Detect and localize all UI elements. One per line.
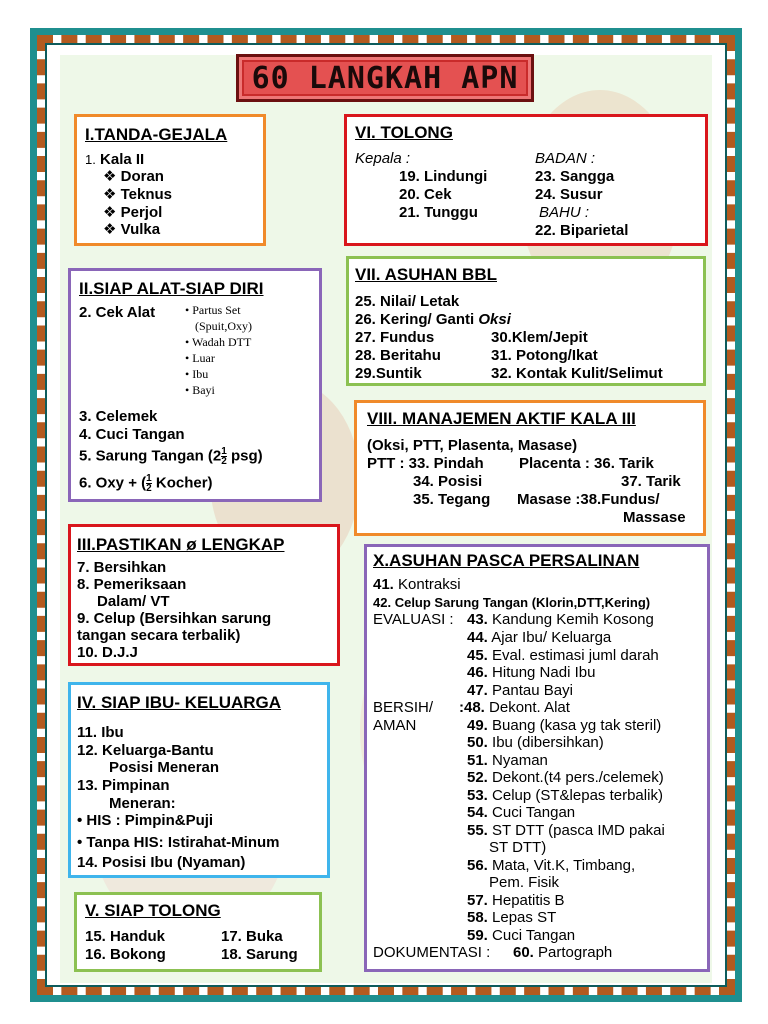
list-item: 51. Nyaman xyxy=(467,752,548,769)
poster-title: 60 LANGKAH APN xyxy=(244,62,526,94)
section-tanda-gejala xyxy=(74,114,266,246)
list-item: 50. Ibu (dibersihkan) xyxy=(467,734,604,751)
list-item: 22. Biparietal xyxy=(535,222,629,239)
list-item: 7. Bersihkan xyxy=(77,559,167,576)
list-item: Massase xyxy=(623,509,686,526)
section-heading: VIII. MANAJEMEN AKTIF KALA III xyxy=(367,409,636,428)
list-item: Meneran: xyxy=(109,795,176,812)
list-item: 43. Kandung Kemih Kosong xyxy=(467,611,654,628)
section-siap-alat xyxy=(68,268,322,502)
list-item: 53. Celup (ST&lepas terbalik) xyxy=(467,787,663,804)
list-item: 41. Kontraksi xyxy=(373,576,461,593)
list-item: Posisi Meneran xyxy=(109,759,220,776)
list-item: ST DTT) xyxy=(489,839,547,856)
group-label: DOKUMENTASI : xyxy=(373,944,491,961)
list-item: 26. Kering/ Ganti Oksi xyxy=(355,311,511,328)
list-item: Placenta : 36. Tarik xyxy=(519,455,654,472)
list-item: 32. Kontak Kulit/Selimut xyxy=(491,365,663,382)
list-item: 58. Lepas ST xyxy=(467,909,557,926)
list-item: • Tanpa HIS: Istirahat-Minum xyxy=(77,834,280,851)
list-item: ❖ Doran xyxy=(103,168,164,185)
group-label: BADAN : xyxy=(535,150,596,167)
section-pastikan-lengkap xyxy=(68,524,340,666)
list-item: 34. Posisi xyxy=(413,473,483,490)
group-label: BERSIH/ xyxy=(373,699,434,716)
list-item: 14. Posisi Ibu (Nyaman) xyxy=(77,854,246,871)
section-heading: I.TANDA-GEJALA xyxy=(85,125,228,144)
list-item: 60. Partograph xyxy=(513,944,613,961)
list-item: 20. Cek xyxy=(399,186,452,203)
list-item: 42. Celup Sarung Tangan (Klorin,DTT,Kering) xyxy=(373,595,651,610)
section-heading: II.SIAP ALAT-SIAP DIRI xyxy=(79,279,264,298)
sub-item: • Wadah DTT xyxy=(185,335,252,349)
list-item: 4. Cuci Tangan xyxy=(79,426,185,443)
list-item: 37. Tarik xyxy=(621,473,681,490)
list-item: 44. Ajar Ibu/ Keluarga xyxy=(467,629,612,646)
poster-title-banner xyxy=(236,54,534,102)
list-item: 57. Hepatitis B xyxy=(467,892,565,909)
list-item: 11. Ibu xyxy=(77,724,124,741)
list-item: ❖ Vulka xyxy=(103,221,161,238)
list-item: 31. Potong/Ikat xyxy=(491,347,598,364)
section-asuhan-pasca-persalinan xyxy=(364,544,710,972)
list-item: 29.Suntik xyxy=(355,365,422,382)
list-item: 15. Handuk xyxy=(85,928,166,945)
list-item: 8. Pemeriksaan xyxy=(77,576,187,593)
list-item: 35. Tegang xyxy=(413,491,491,508)
list-item: :48. Dekont. Alat xyxy=(459,699,570,716)
list-item: PTT : 33. Pindah xyxy=(367,455,484,472)
list-item: 47. Pantau Bayi xyxy=(467,682,573,699)
list-item: 5. Sarung Tangan (2 $\frac{1}{2}$ psg) xyxy=(79,446,263,467)
list-item: 52. Dekont.(t4 pers./celemek) xyxy=(467,769,664,786)
list-item: 49. Buang (kasa yg tak steril) xyxy=(467,717,662,734)
section-manajemen-aktif-kala-iii xyxy=(354,400,706,536)
list-item: ❖ Perjol xyxy=(103,204,163,221)
list-item: 24. Susur xyxy=(535,186,603,203)
sub-item: (Spuit,Oxy) xyxy=(195,319,252,333)
section-siap-tolong xyxy=(74,892,322,972)
list-item: 10. D.J.J xyxy=(77,644,138,661)
sub-item: • Ibu xyxy=(185,367,209,381)
list-item: 46. Hitung Nadi Ibu xyxy=(467,664,596,681)
list-item: 56. Mata, Vit.K, Timbang, xyxy=(467,857,636,874)
list-item: 28. Beritahu xyxy=(355,347,441,364)
list-item: 6. Oxy + ( $\frac{1}{2}$ Kocher) xyxy=(79,473,213,494)
sub-item: • Partus Set xyxy=(185,303,241,317)
sub-item: • Bayi xyxy=(185,383,215,397)
list-item: Masase :38.Fundus/ xyxy=(517,491,660,508)
group-label: Kepala : xyxy=(355,150,411,167)
list-item: 27. Fundus xyxy=(355,329,435,346)
list-item: 16. Bokong xyxy=(85,946,166,963)
list-item: 55. ST DTT (pasca IMD pakai xyxy=(467,822,665,839)
section-heading: III.PASTIKAN ø LENGKAP xyxy=(77,535,285,554)
group-label: EVALUASI : xyxy=(373,611,454,628)
list-item: (Oksi, PTT, Plasenta, Masase) xyxy=(367,437,578,454)
list-item: 30.Klem/Jepit xyxy=(491,329,588,346)
section-siap-ibu-keluarga xyxy=(68,682,330,878)
list-item: 1. Kala II xyxy=(85,151,145,168)
group-label: BAHU : xyxy=(539,204,590,221)
list-item: 54. Cuci Tangan xyxy=(467,804,576,821)
list-item: 45. Eval. estimasi juml darah xyxy=(467,647,659,664)
list-item: 12. Keluarga-Bantu xyxy=(77,742,214,759)
list-item: 19. Lindungi xyxy=(399,168,488,185)
list-item: 18. Sarung xyxy=(221,946,298,963)
section-asuhan-bbl xyxy=(346,256,706,386)
list-item: Pem. Fisik xyxy=(489,874,560,891)
list-item: 2. Cek Alat xyxy=(79,304,156,321)
section-heading: IV. SIAP IBU- KELUARGA xyxy=(77,693,282,712)
section-heading: V. SIAP TOLONG xyxy=(85,901,221,920)
section-heading: X.ASUHAN PASCA PERSALINAN xyxy=(373,551,640,570)
list-item: 3. Celemek xyxy=(79,408,158,425)
group-label: AMAN xyxy=(373,717,417,734)
list-item: 59. Cuci Tangan xyxy=(467,927,576,944)
list-item: 25. Nilai/ Letak xyxy=(355,293,460,310)
list-item: tangan secara terbalik) xyxy=(77,627,241,644)
list-item: ❖ Teknus xyxy=(103,186,173,203)
list-item: 21. Tunggu xyxy=(399,204,478,221)
list-item: 23. Sangga xyxy=(535,168,615,185)
list-item: 9. Celup (Bersihkan sarung xyxy=(77,610,272,627)
section-heading: VII. ASUHAN BBL xyxy=(355,265,497,284)
list-item: 13. Pimpinan xyxy=(77,777,170,794)
list-item: Dalam/ VT xyxy=(97,593,170,610)
list-item: 17. Buka xyxy=(221,928,283,945)
list-item: • HIS : Pimpin&Puji xyxy=(77,812,214,829)
section-tolong xyxy=(344,114,708,246)
sub-item: • Luar xyxy=(185,351,215,365)
section-heading: VI. TOLONG xyxy=(355,123,453,142)
